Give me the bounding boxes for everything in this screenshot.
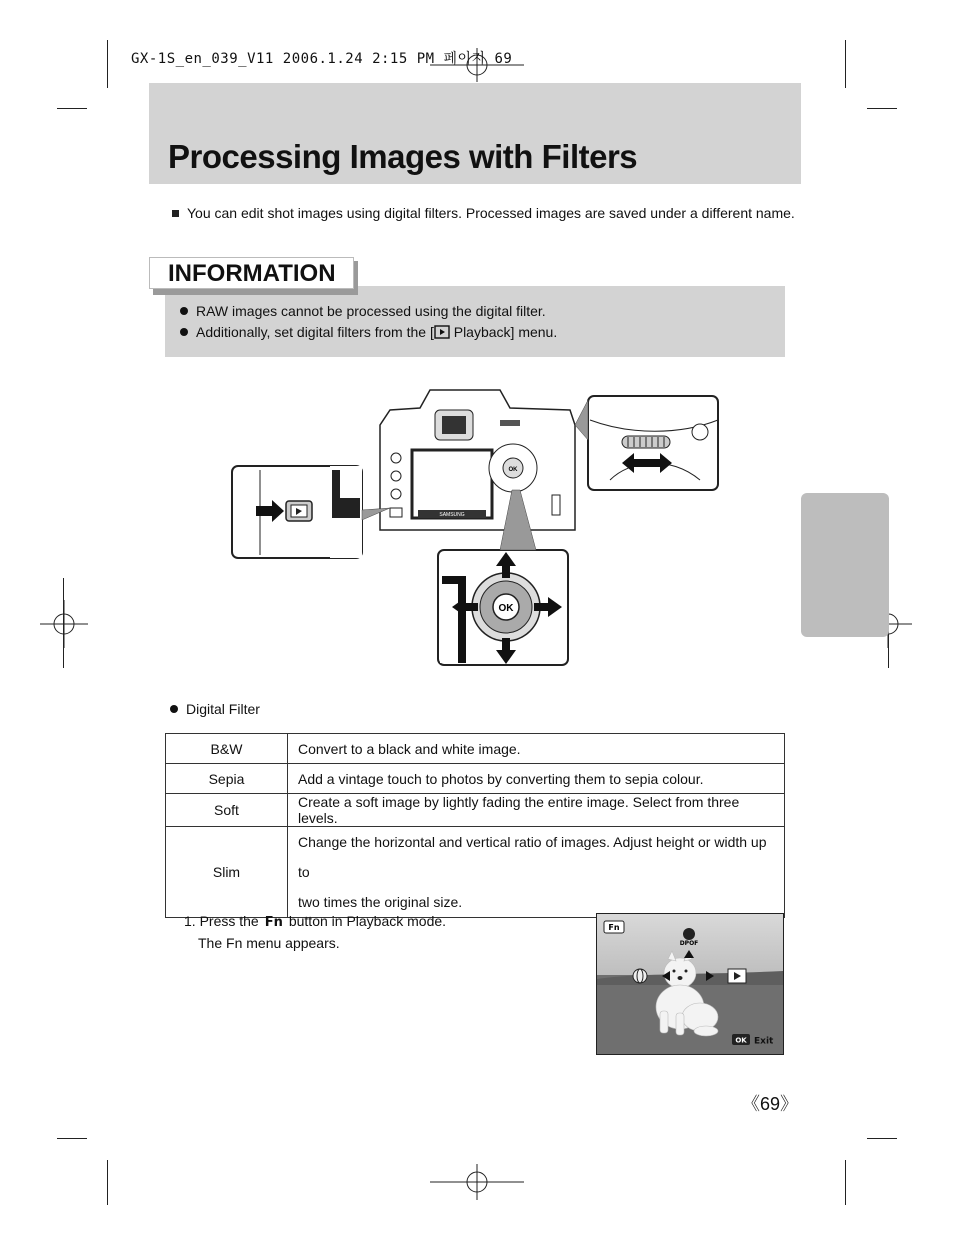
step-1-suffix: button in Playback mode. — [288, 913, 447, 929]
table-row — [166, 734, 785, 764]
lcd-preview — [596, 913, 784, 1055]
filter-icon — [633, 969, 647, 983]
registration-target-icon — [430, 1164, 524, 1200]
camera-brand: SAMSUNG — [439, 512, 465, 518]
information-line-2-before: Additionally, set digital filters from the [ — [196, 324, 434, 340]
filter-description-line-2: two times the original size. — [298, 894, 463, 910]
lcd-screen — [412, 450, 492, 518]
step-1-line-1 — [184, 911, 446, 933]
side-chapter-tab — [801, 493, 889, 637]
lcd-ok-badge: OK — [735, 1036, 747, 1045]
dpof-icon — [683, 928, 695, 940]
filter-description: Add a vintage touch to photos by converting them to sepia colour. — [288, 764, 785, 794]
bullet-dot-icon — [170, 705, 178, 713]
crop-mark — [57, 108, 87, 109]
lcd-fn-badge: Fn — [608, 923, 620, 932]
crop-mark — [845, 40, 846, 88]
info-button-dot — [391, 489, 401, 499]
playback-icon — [434, 325, 450, 339]
crop-mark — [845, 1160, 846, 1205]
filter-name: Sepia — [166, 764, 288, 794]
lcd-exit-label: Exit — [754, 1036, 774, 1047]
fn-button-icon: Fn — [264, 915, 283, 930]
bullet-dot-icon — [180, 328, 188, 336]
filter-name: Slim — [166, 827, 288, 918]
step-1 — [184, 911, 446, 954]
print-header: GX-1S_en_039_V11 2006.1.24 2:15 PM 페이지 69 — [131, 51, 513, 67]
menu-button-dot — [391, 453, 401, 463]
table-row — [166, 827, 785, 918]
information-box — [165, 286, 785, 357]
digital-filter-table — [165, 733, 785, 918]
table-row — [166, 764, 785, 794]
information-heading: INFORMATION — [168, 260, 336, 287]
crop-mark — [107, 40, 108, 88]
filter-description: Convert to a black and white image. — [288, 734, 785, 764]
camera-illustration — [230, 380, 722, 670]
page-title: Processing Images with Filters — [168, 138, 638, 175]
filter-description: Create a soft image by lightly fading the entire image. Select from three levels. — [288, 794, 785, 827]
filter-description-line-1: Change the horizontal and vertical ratio of images. Adjust height or width up to — [298, 834, 767, 880]
crop-mark — [867, 108, 897, 109]
digital-filter-label-text: Digital Filter — [186, 701, 260, 717]
information-line-1-text: RAW images cannot be processed using the digital filter. — [196, 303, 546, 319]
delete-button-dot — [391, 471, 401, 481]
intro-text — [172, 205, 795, 221]
registration-target-icon — [40, 600, 88, 648]
step-1-line-2: The Fn menu appears. — [198, 935, 340, 951]
information-line-2-after: Playback] menu. — [449, 324, 558, 340]
playback-button-small — [390, 508, 402, 517]
ok-small-label: OK — [508, 467, 518, 473]
crop-mark — [57, 1138, 87, 1139]
table-row — [166, 794, 785, 827]
crop-mark — [867, 1138, 897, 1139]
bullet-square-icon — [172, 210, 179, 217]
information-line-1 — [180, 303, 546, 319]
step-1-prefix: 1. Press the — [184, 913, 259, 929]
information-line-2 — [180, 324, 557, 340]
ok-button-label: OK — [498, 603, 514, 614]
lcd-dpof-label: DPOF — [679, 940, 699, 947]
crop-mark — [107, 1160, 108, 1205]
filter-description — [288, 827, 785, 918]
intro-sentence: You can edit shot images using digital filters. Processed images are saved under a different name. — [187, 205, 795, 221]
filter-name: Soft — [166, 794, 288, 827]
filter-name: B&W — [166, 734, 288, 764]
bullet-dot-icon — [180, 307, 188, 315]
digital-filter-label — [170, 701, 260, 717]
page-number: 《69》 — [742, 1094, 799, 1114]
